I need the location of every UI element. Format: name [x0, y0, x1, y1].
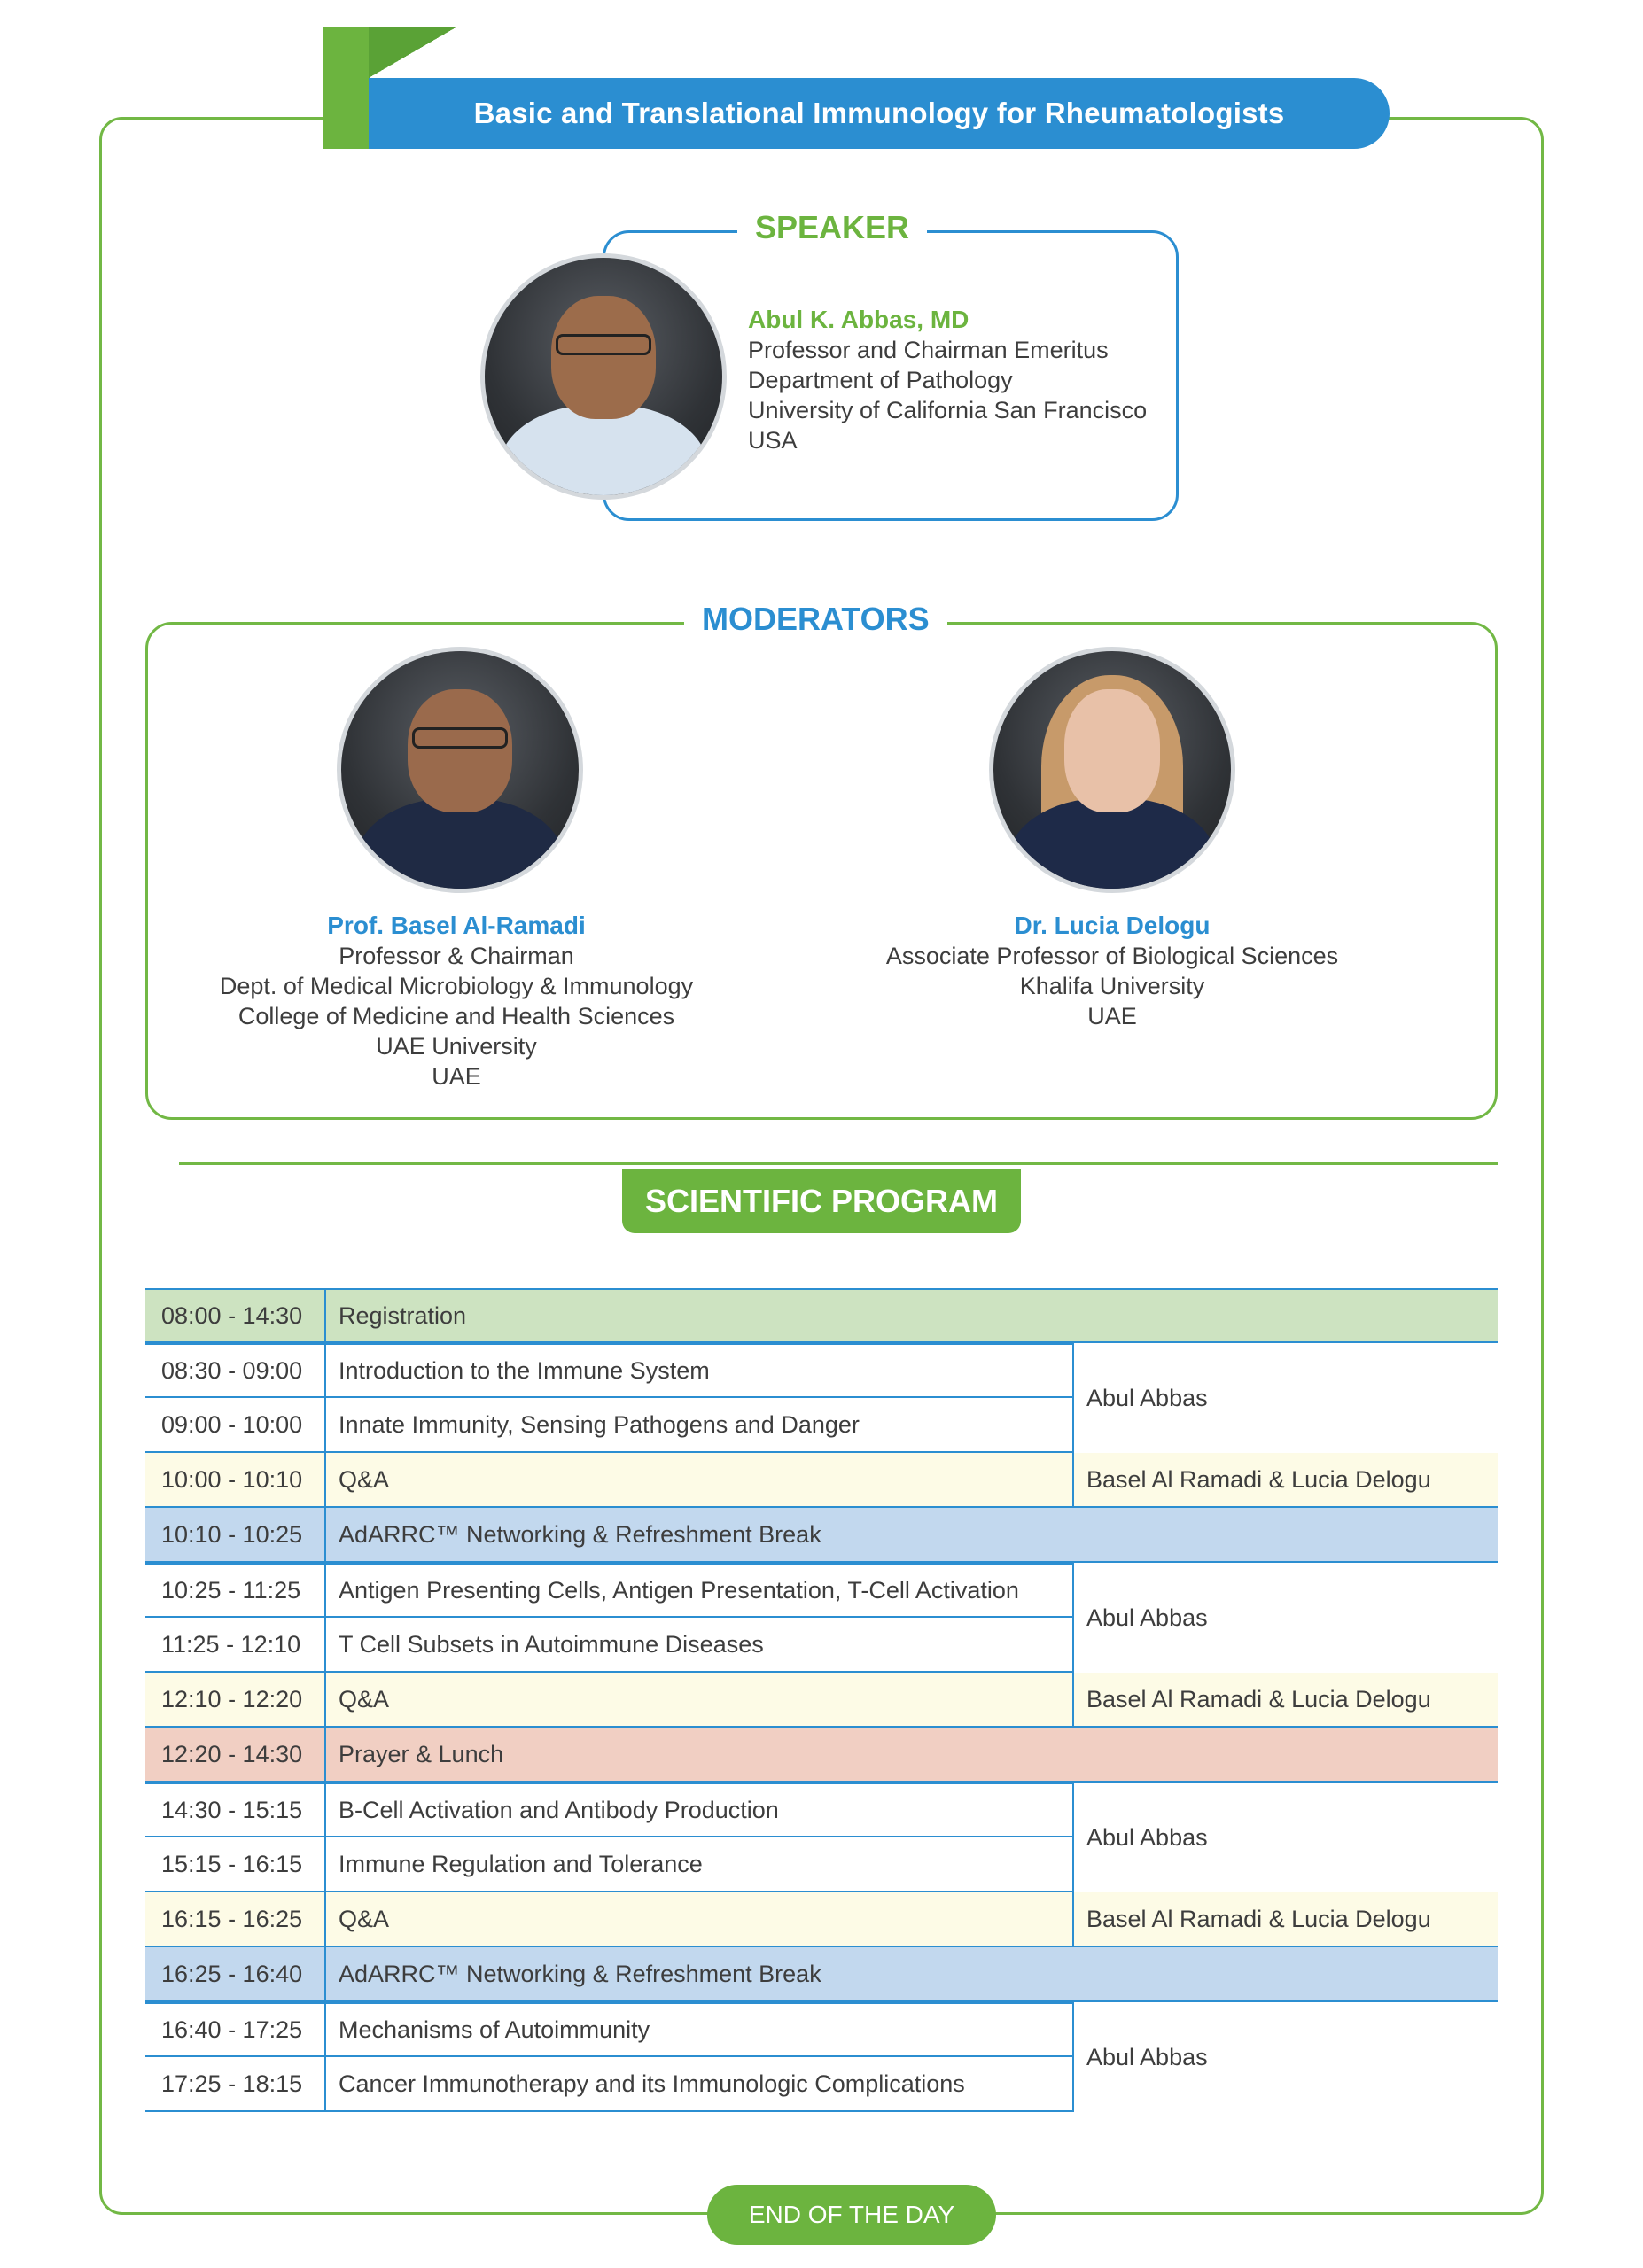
moderator-photo-lucia — [989, 647, 1235, 893]
session-title: Registration — [339, 1301, 467, 1329]
table-row — [145, 1288, 1498, 1343]
moderator-name: Dr. Lucia Delogu — [1014, 912, 1211, 939]
program-heading-pill — [622, 1169, 1021, 1233]
time-cell: 17:25 - 18:15 — [145, 2057, 326, 2110]
photo-glasses — [556, 334, 650, 355]
end-of-day-pill — [707, 2185, 996, 2245]
moderator-name: Prof. Basel Al-Ramadi — [327, 912, 586, 939]
moderator-info-lucia — [824, 911, 1400, 1031]
table-row — [145, 1453, 1498, 1508]
session-title: AdARRC™ Networking & Refreshment Break — [339, 1520, 822, 1548]
moderator-line: College of Medicine and Health Sciences — [237, 1003, 675, 1029]
moderator-photo-basel — [337, 647, 583, 893]
session-title: Antigen Presenting Cells, Antigen Presentation, T-Cell Activation — [339, 1576, 1019, 1604]
table-row — [145, 1947, 1498, 2002]
moderator-line: UAE — [1087, 1003, 1137, 1029]
photo-face — [408, 689, 512, 812]
moderator-line: Dept. of Medical Microbiology & Immunology — [219, 973, 694, 999]
time-cell: 09:00 - 10:00 — [145, 1398, 326, 1451]
speaker-cell: Abul Abbas — [1072, 1563, 1498, 1673]
session-group — [145, 1343, 1498, 1453]
session-title: T Cell Subsets in Autoimmune Diseases — [339, 1630, 764, 1658]
moderators-heading: MODERATORS — [684, 601, 947, 638]
speaker-line: Department of Pathology — [748, 367, 1013, 393]
session-title: Prayer & Lunch — [339, 1740, 504, 1767]
speaker-name: Abul K. Abbas, MD — [748, 306, 969, 333]
session-title: Q&A — [339, 1465, 390, 1493]
session-title: Introduction to the Immune System — [339, 1356, 710, 1384]
program-divider — [179, 1162, 1498, 1165]
time-cell: 16:15 - 16:25 — [145, 1892, 326, 1946]
time-cell: 12:10 - 12:20 — [145, 1673, 326, 1726]
table-row — [145, 1673, 1498, 1728]
time-cell: 16:25 - 16:40 — [145, 1947, 326, 2000]
moderator-line: UAE — [432, 1063, 481, 1090]
session-group — [145, 1783, 1498, 1892]
photo-face — [1064, 689, 1159, 812]
session-title: B-Cell Activation and Antibody Production — [339, 1796, 779, 1823]
speaker-cell: Abul Abbas — [1072, 1343, 1498, 1453]
time-cell: 14:30 - 15:15 — [145, 1784, 326, 1836]
speaker-cell: Basel Al Ramadi & Lucia Delogu — [1072, 1673, 1498, 1726]
schedule-table — [145, 1288, 1498, 2112]
session-group — [145, 1563, 1498, 1673]
moderator-line: Associate Professor of Biological Sciences — [885, 943, 1339, 969]
table-row — [145, 1892, 1498, 1947]
page-title: Basic and Translational Immunology for Rheumatologists — [473, 97, 1285, 129]
session-title: Q&A — [339, 1905, 390, 1932]
speaker-cell: Basel Al Ramadi & Lucia Delogu — [1072, 1892, 1498, 1946]
moderator-line: Khalifa University — [1019, 973, 1205, 999]
speaker-cell: Abul Abbas — [1072, 2002, 1498, 2112]
photo-body — [1008, 798, 1217, 893]
time-cell: 10:00 - 10:10 — [145, 1453, 326, 1506]
photo-body — [355, 798, 565, 893]
time-cell: 16:40 - 17:25 — [145, 2004, 326, 2055]
time-cell: 15:15 - 16:15 — [145, 1837, 326, 1891]
table-row — [145, 1728, 1498, 1783]
speaker-line: USA — [748, 427, 798, 454]
time-cell: 08:30 - 09:00 — [145, 1345, 326, 1396]
session-title: Q&A — [339, 1685, 390, 1713]
speaker-cell: Abul Abbas — [1072, 1783, 1498, 1892]
table-row — [145, 1508, 1498, 1563]
photo-glasses — [412, 727, 507, 749]
time-cell: 11:25 - 12:10 — [145, 1618, 326, 1671]
session-title: Mechanisms of Autoimmunity — [339, 2016, 650, 2043]
speaker-photo — [480, 253, 727, 500]
title-banner — [369, 78, 1390, 149]
end-of-day-label: END OF THE DAY — [748, 2201, 955, 2228]
banner-flag — [323, 27, 370, 149]
speaker-info — [748, 305, 1147, 455]
speaker-line: Professor and Chairman Emeritus — [748, 337, 1109, 363]
session-title: Immune Regulation and Tolerance — [339, 1850, 703, 1877]
time-cell: 08:00 - 14:30 — [145, 1290, 326, 1341]
speaker-line: University of California San Francisco — [748, 397, 1148, 423]
time-cell: 10:25 - 11:25 — [145, 1565, 326, 1616]
photo-body — [499, 405, 708, 500]
banner-fold — [369, 27, 457, 78]
moderator-info-basel — [160, 911, 753, 1091]
time-cell: 10:10 - 10:25 — [145, 1508, 326, 1561]
speaker-heading: SPEAKER — [737, 209, 927, 246]
speaker-cell: Basel Al Ramadi & Lucia Delogu — [1072, 1453, 1498, 1506]
moderator-line: UAE University — [376, 1033, 537, 1060]
photo-face — [551, 296, 656, 419]
session-title: AdARRC™ Networking & Refreshment Break — [339, 1960, 822, 1987]
time-cell: 12:20 - 14:30 — [145, 1728, 326, 1781]
moderator-line: Professor & Chairman — [339, 943, 574, 969]
program-heading: SCIENTIFIC PROGRAM — [644, 1183, 998, 1219]
session-group — [145, 2002, 1498, 2112]
session-title: Innate Immunity, Sensing Pathogens and Danger — [339, 1410, 860, 1438]
session-title: Cancer Immunotherapy and its Immunologic Complications — [339, 2070, 965, 2097]
